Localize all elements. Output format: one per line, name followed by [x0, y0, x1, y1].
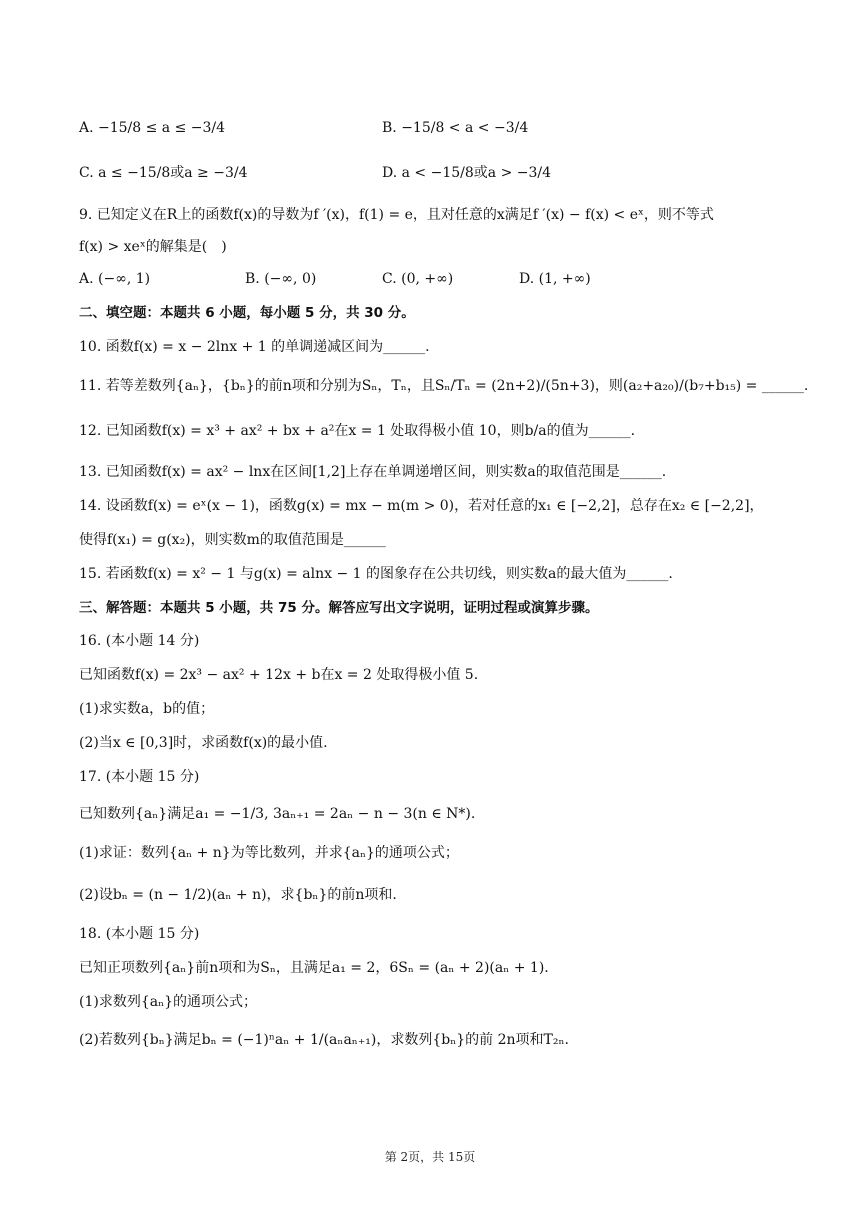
- q14-line1: 14. 设函数f(x) = eˣ(x − 1)，函数g(x) = mx − m(m > 0)，若对任意的x₁ ∈ [−2,2]，总存在x₂ ∈ [−2,2]，: [79, 498, 764, 514]
- q17-stem: 已知数列{aₙ}满足a₁ = −1/3, 3aₙ₊₁ = 2aₙ − n − 3(n ∈ N*).: [79, 806, 476, 822]
- q18-heading: 18. (本小题 15 分): [79, 926, 200, 942]
- page-footer: 第 2页，共 15页: [384, 1150, 476, 1164]
- q16-heading: 16. (本小题 14 分): [79, 633, 200, 649]
- q9-stem-line2: f(x) > xeˣ的解集是( ): [79, 239, 227, 255]
- q9-option-d: D. (1, +∞): [519, 271, 591, 287]
- q18-stem: 已知正项数列{aₙ}前n项和为Sₙ，且满足a₁ = 2，6Sₙ = (aₙ + 2)(aₙ + 1).: [79, 960, 549, 976]
- q17-heading: 17. (本小题 15 分): [79, 769, 200, 785]
- q8-option-d: D. a < −15/8或a > −3/4: [382, 165, 552, 181]
- q13: 13. 已知函数f(x) = ax² − lnx在区间[1,2]上存在单调递增区间，则实数a的取值范围是______.: [79, 464, 667, 480]
- section-heading-fill-in: 二、填空题：本题共 6 小题，每小题 5 分，共 30 分。: [79, 305, 415, 321]
- q12: 12. 已知函数f(x) = x³ + ax² + bx + a²在x = 1 处取得极小值 10，则b/a的值为______.: [79, 423, 636, 439]
- q15: 15. 若函数f(x) = x² − 1 与g(x) = alnx − 1 的图象存在公共切线，则实数a的最大值为______.: [79, 566, 673, 582]
- q18-part1: (1)求数列{aₙ}的通项公式；: [79, 994, 258, 1010]
- q9-option-a: A. (−∞, 1): [79, 271, 151, 287]
- q17-part1: (1)求证：数列{aₙ + n}为等比数列，并求{aₙ}的通项公式；: [79, 845, 459, 861]
- q8-option-a: A. −15/8 ≤ a ≤ −3/4: [79, 120, 226, 136]
- q11: 11. 若等差数列{aₙ}，{bₙ}的前n项和分别为Sₙ，Tₙ，且Sₙ/Tₙ = (2n+2)/(5n+3)，则(a₂+a₂₀)/(b₇+b₁₅) = ______.: [79, 378, 809, 394]
- q16-part2: (2)当x ∈ [0,3]时，求函数f(x)的最小值.: [79, 735, 328, 751]
- q8-option-c: C. a ≤ −15/8或a ≥ −3/4: [79, 165, 248, 181]
- q16-stem: 已知函数f(x) = 2x³ − ax² + 12x + b在x = 2 处取得极小值 5.: [79, 667, 479, 683]
- q9-stem-line1: 9. 已知定义在R上的函数f(x)的导数为f ′(x)，f(1) = e，且对任意的x满足f ′(x) − f(x) < eˣ，则不等式: [79, 207, 714, 223]
- q17-part2: (2)设bₙ = (n − 1/2)(aₙ + n)，求{bₙ}的前n项和.: [79, 887, 397, 903]
- q8-option-b: B. −15/8 < a < −3/4: [382, 120, 529, 136]
- q16-part1: (1)求实数a，b的值；: [79, 701, 215, 717]
- q14-line2: 使得f(x₁) = g(x₂)，则实数m的取值范围是______: [79, 532, 386, 548]
- q18-part2: (2)若数列{bₙ}满足bₙ = (−1)ⁿaₙ + 1/(aₙaₙ₊₁)，求数列{bₙ}的前 2n项和T₂ₙ.: [79, 1032, 569, 1048]
- q9-option-b: B. (−∞, 0): [245, 271, 317, 287]
- section-heading-solutions: 三、解答题：本题共 5 小题，共 75 分。解答应写出文字说明，证明过程或演算步骤。: [79, 600, 599, 616]
- q10: 10. 函数f(x) = x − 2lnx + 1 的单调递减区间为______.: [79, 339, 430, 355]
- q9-option-c: C. (0, +∞): [382, 271, 454, 287]
